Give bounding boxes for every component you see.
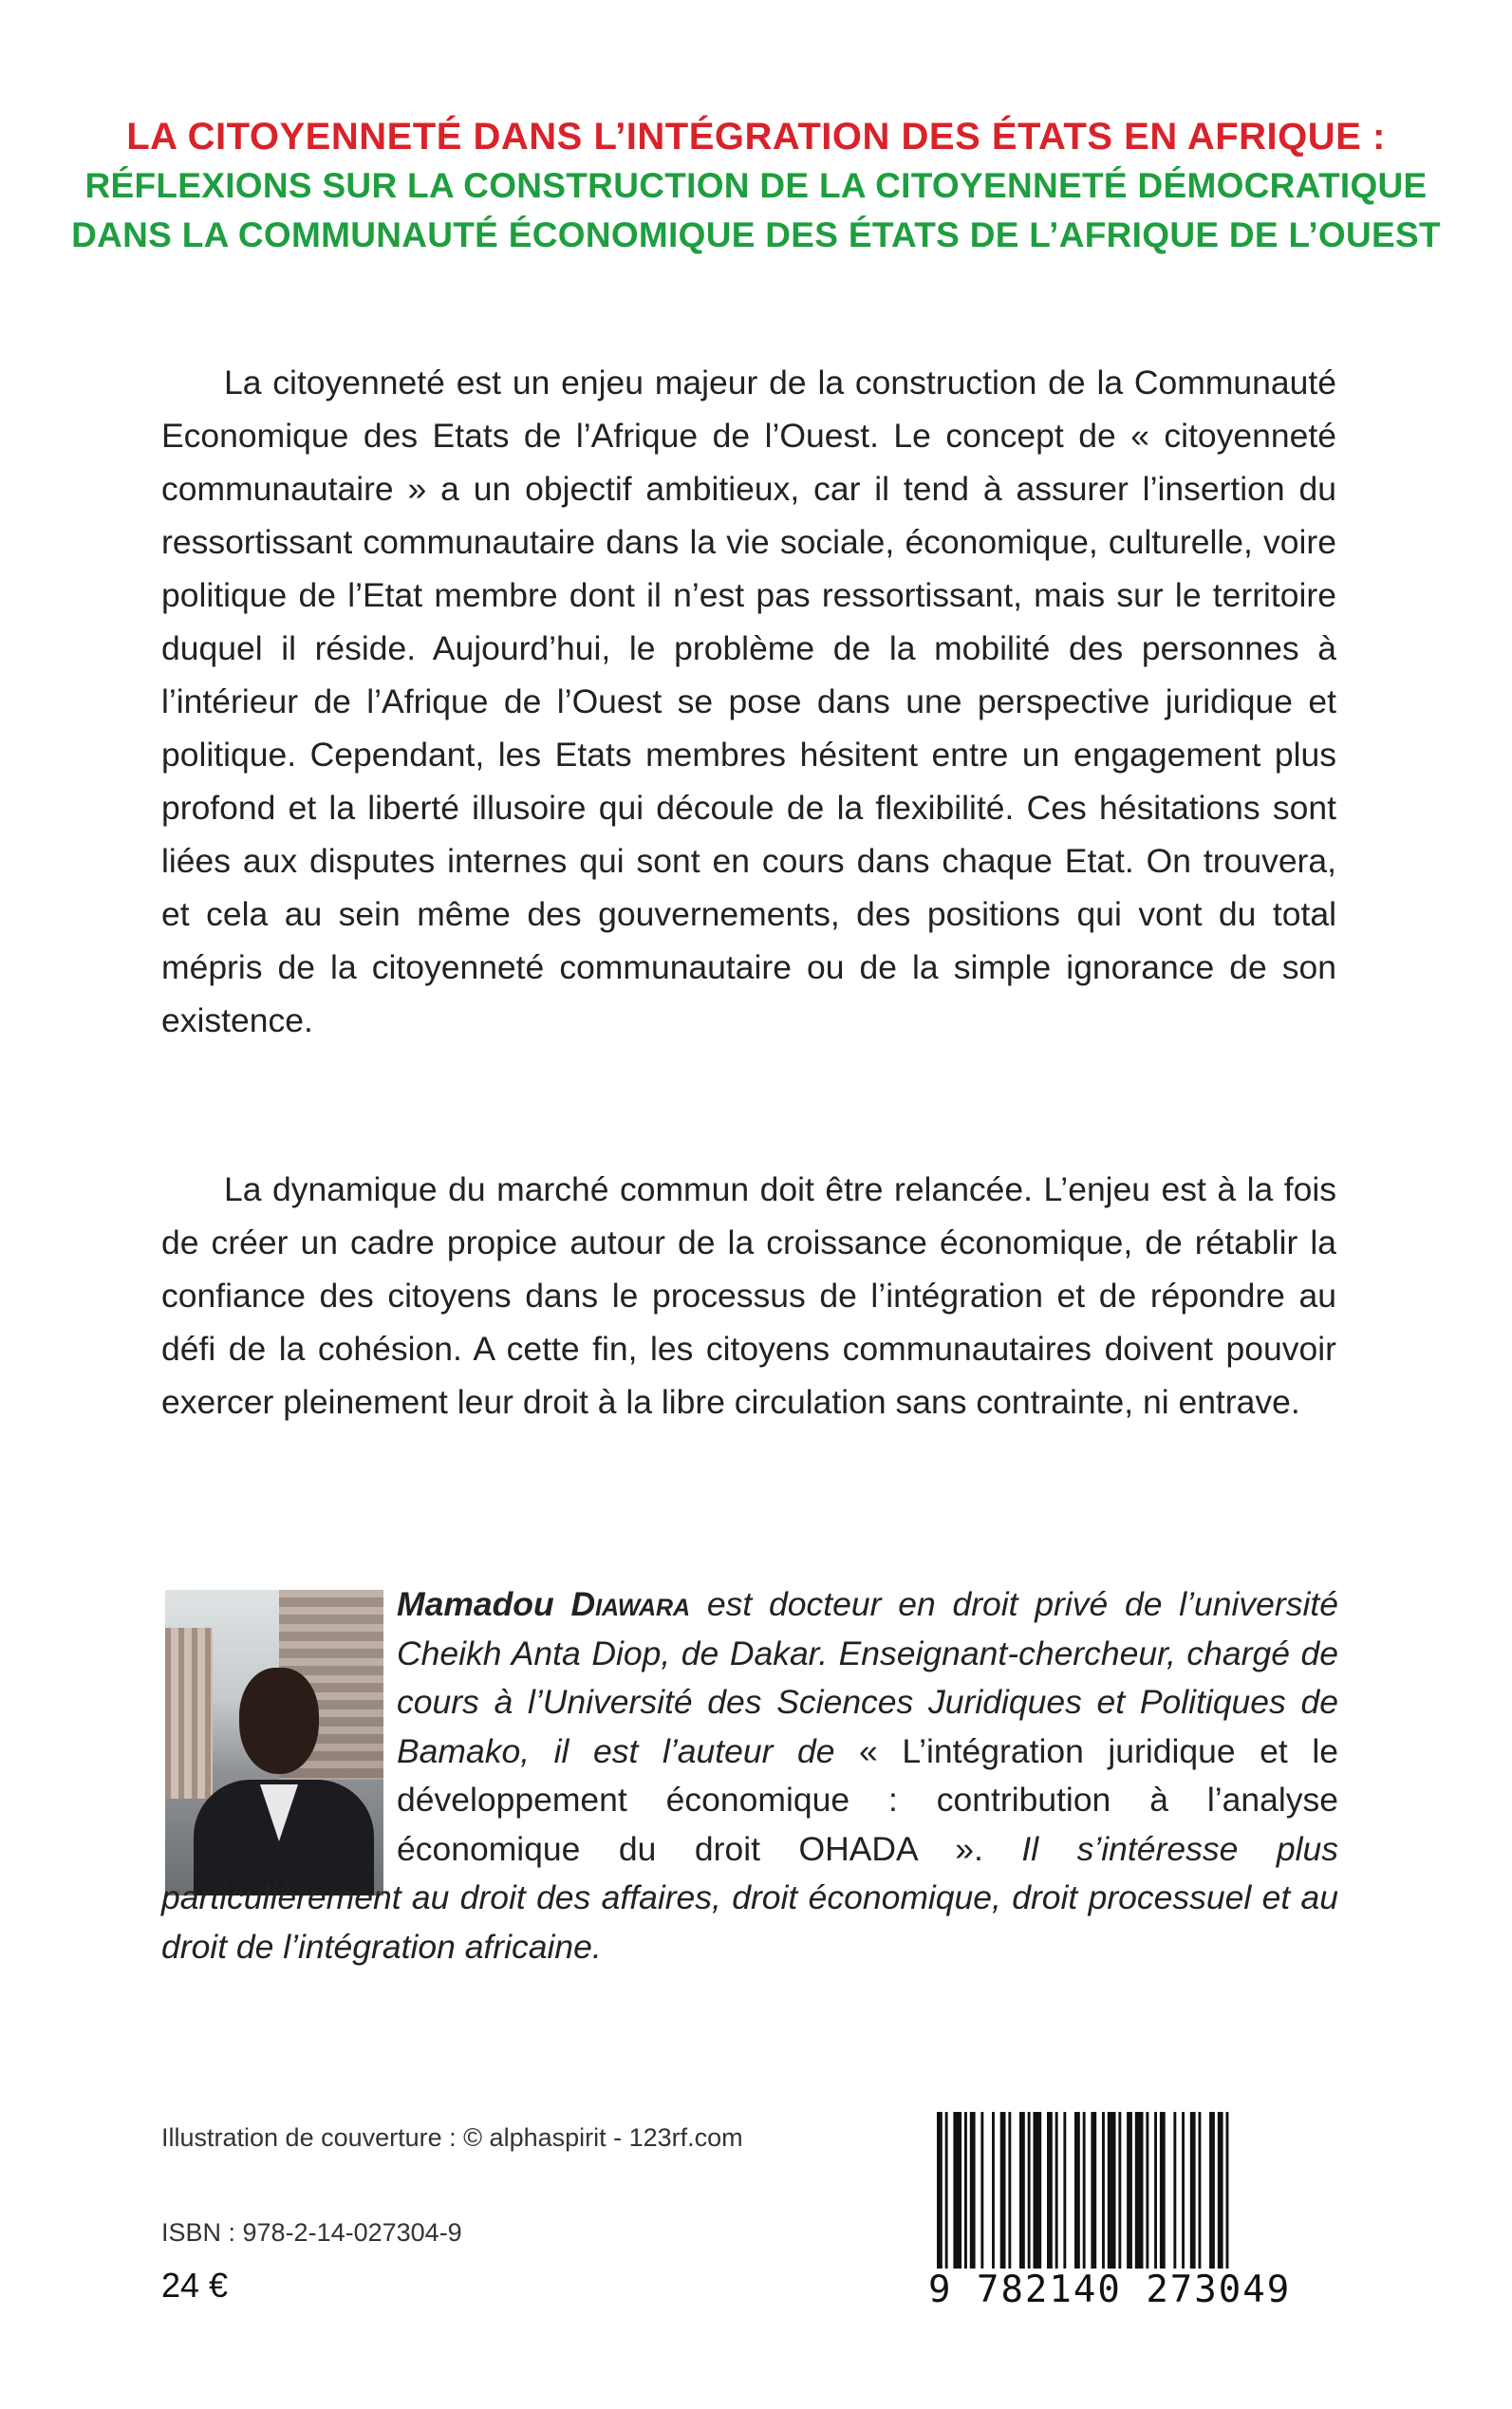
author-bio-text-2: Il s’intéresse plus particulièrement au droit des affaires, droit économique, droit processuel et au droit de l’intégration africaine. (161, 1829, 1338, 1966)
summary-paragraph-1: La citoyenneté est un enjeu majeur de la construction de la Communauté Economique des Etats de l’Afrique de l’Ouest. Le concept de « citoyenneté communautaire » a un objectif ambitieux, car il tend à assurer l’insertion du ressortissant communautaire dans la vie sociale, économique, culturelle, voire politique de l’Etat membre dont il n’est pas ressortissant, mais sur le territoire duquel il réside. Aujourd’hui, le problème de la mobilité des personnes à l’intérieur de l’Afrique de l’Ouest se pose dans une perspective juridique et politique. Cependant, les Etats membres hésitent entre un engagement plus profond et la liberté illusoire qui découle de la flexibilité. Ces hésitations sont liées aux disputes internes qui sont en cours dans chaque Etat. On trouvera, et cela au sein même des gouvernements, des positions qui vont du total mépris de la citoyenneté communautaire ou de la simple ignorance de son existence. (161, 364, 1336, 1039)
author-first-name: Mamadou (397, 1585, 554, 1623)
main-title: LA CITOYENNETÉ DANS L’INTÉGRATION DES ÉTATS EN AFRIQUE : (126, 116, 1386, 158)
price: 24 € (161, 2266, 229, 2305)
subtitle-line-2: DANS LA COMMUNAUTÉ ÉCONOMIQUE DES ÉTATS DE L’AFRIQUE DE L’OUEST (71, 215, 1441, 254)
author-bio-text-1: est docteur en droit privé de l’université Cheikh Anta Diop, de Dakar. Enseignant-chercheur, chargé de cours à l’Université des Sciences Juridiques et Politiques de Bamako, il est l’auteur de (397, 1585, 1338, 1770)
book-title-block (0, 112, 1512, 260)
author-last-name: Diawara (570, 1585, 691, 1623)
cover-illustration-credit: Illustration de couverture : © alphaspirit - 123rf.com (161, 2123, 743, 2152)
summary-paragraph-2: La dynamique du marché commun doit être relancée. L’enjeu est à la fois de créer un cadre propice autour de la croissance économique, de rétablir la confiance des citoyens dans le processus de l’intégration et de répondre au défi de la cohésion. A cette fin, les citoyens communautaires doivent pouvoir exercer pleinement leur droit à la libre circulation sans contrainte, ni entrave. (161, 1170, 1336, 1421)
subtitle-line-1: RÉFLEXIONS SUR LA CONSTRUCTION DE LA CITOYENNETÉ DÉMOCRATIQUE (84, 166, 1428, 205)
author-book-title: « L’intégration juridique et le développement économique : contribution à l’analyse économique du droit OHADA ». (397, 1731, 1338, 1868)
author-bio (161, 1580, 1338, 1971)
isbn: ISBN : 978-2-14-027304-9 (161, 2218, 462, 2247)
barcode-number: 9 782140 273049 (928, 2269, 1325, 2311)
